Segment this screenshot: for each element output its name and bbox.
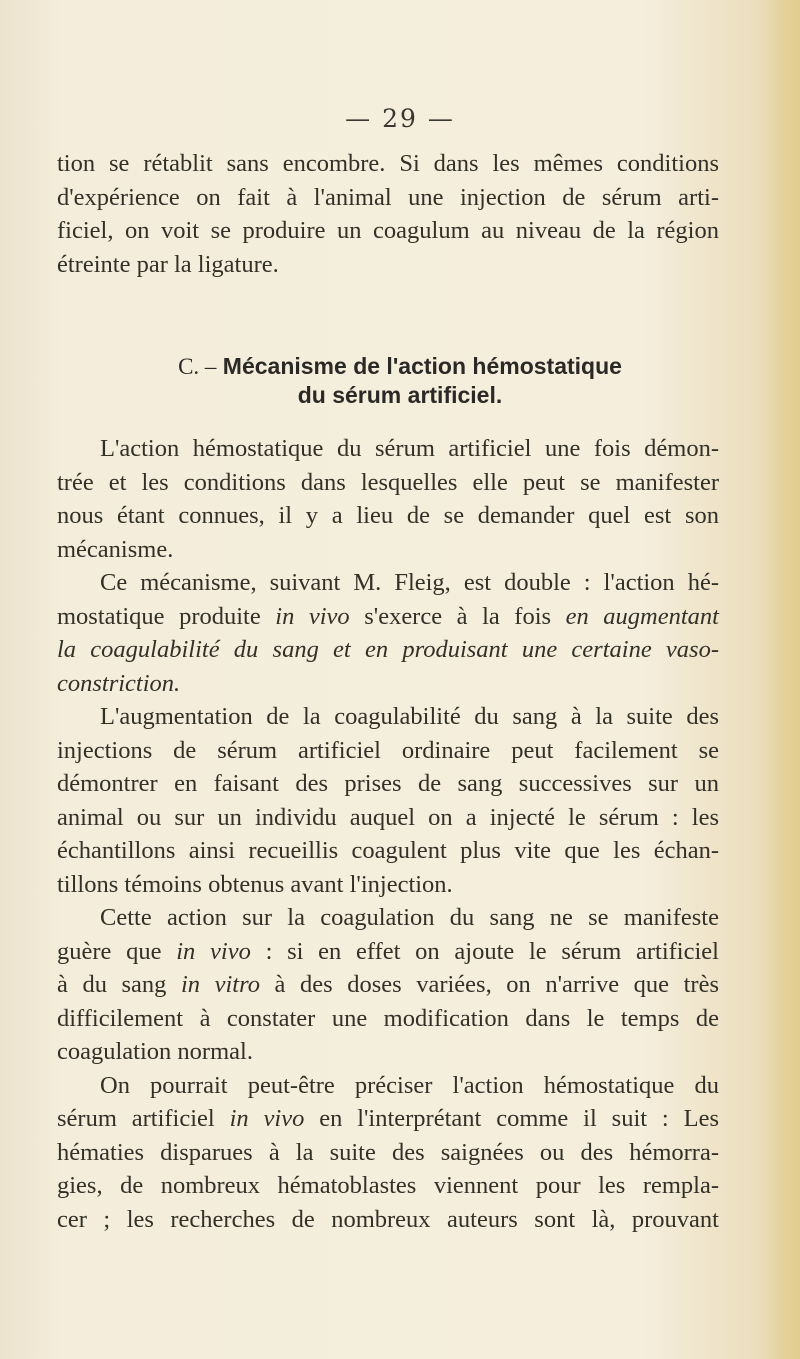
- text-line: mécanisme.: [57, 535, 174, 563]
- text-line: injections de sérum artificiel ordinaire peut facilement se: [57, 736, 719, 764]
- text-line: tion se rétablit sans encombre. Si dans les mêmes conditions: [57, 150, 719, 177]
- text-line: [57, 633, 719, 667]
- text-line: guère que in vivo : si en effet on ajoute le sérum artificiel: [57, 937, 719, 965]
- italic-term: la coagulabilité du sang et en produisant une certaine vaso-: [57, 636, 719, 663]
- text-line: L'augmentation de la coagulabilité du sang à la suite des: [100, 703, 719, 730]
- text-line: cer ; les recherches de nombreux auteurs sont là, prouvant: [57, 1205, 719, 1233]
- text-line: nous étant connues, il y a lieu de se demander quel est son: [57, 502, 719, 529]
- page-number: — 29 —: [345, 104, 455, 133]
- text-line: gies, de nombreux hématoblastes viennent pour les rempla-: [57, 1172, 719, 1199]
- text-line: tillons témoins obtenus avant l'injection.: [57, 870, 453, 898]
- continuation-paragraph: [57, 147, 719, 281]
- text-line: sérum artificiel in vivo en l'interprétant comme il suit : Les: [57, 1105, 719, 1132]
- section-prefix: C. –: [178, 354, 217, 379]
- italic-term: en augmentant: [565, 602, 719, 630]
- text-line: trée et les conditions dans lesquelles elle peut se manifester: [57, 468, 719, 496]
- text-line: étreinte par la ligature.: [57, 250, 279, 278]
- section-heading-line-2: du sérum artificiel.: [297, 382, 503, 408]
- text-line: Cette action sur la coagulation du sang ne se manifeste: [100, 904, 719, 931]
- text-line: d'expérience on fait à l'animal une injection de sérum arti-: [57, 183, 719, 211]
- italic-term: in vivo: [275, 602, 350, 630]
- section-heading-line-1: [0, 352, 800, 381]
- section-title: Mécanisme de l'action hémostatique: [222, 353, 622, 379]
- text-line: On pourrait peut-être préciser l'action hémostatique du: [100, 1071, 719, 1099]
- italic-term: in vivo: [176, 937, 251, 965]
- text-line: échantillons ainsi recueillis coagulent plus vite que les échan-: [57, 837, 719, 864]
- italic-term: in vitro: [180, 971, 260, 998]
- text-line: ficiel, on voit se produire un coagulum au niveau de la région: [57, 217, 719, 244]
- text-line: Ce mécanisme, suivant M. Fleig, est double : l'action hé-: [100, 569, 719, 596]
- text-line: hématies disparues à la suite des saignées ou des hémorra-: [57, 1138, 719, 1166]
- section-heading: [0, 352, 800, 410]
- body-text: [57, 432, 719, 1236]
- text-line: mostatique produite in vivo s'exerce à la fois en augmentant: [57, 602, 719, 630]
- italic-term: constriction.: [57, 669, 181, 697]
- text-line: difficilement à constater une modification dans le temps de: [57, 1004, 719, 1032]
- text-line: animal ou sur un individu auquel on a injecté le sérum : les: [57, 803, 719, 831]
- text-line: à du sang in vitro à des doses variées, on n'arrive que très: [57, 971, 719, 998]
- text-line: démontrer en faisant des prises de sang successives sur un: [57, 770, 719, 797]
- italic-term: in vivo: [229, 1105, 305, 1132]
- text-line: L'action hémostatique du sérum artificiel une fois démon-: [100, 435, 719, 462]
- text-line: coagulation normal.: [57, 1038, 253, 1065]
- scan-edge-shadow: [766, 0, 800, 1359]
- text-line: [57, 667, 719, 701]
